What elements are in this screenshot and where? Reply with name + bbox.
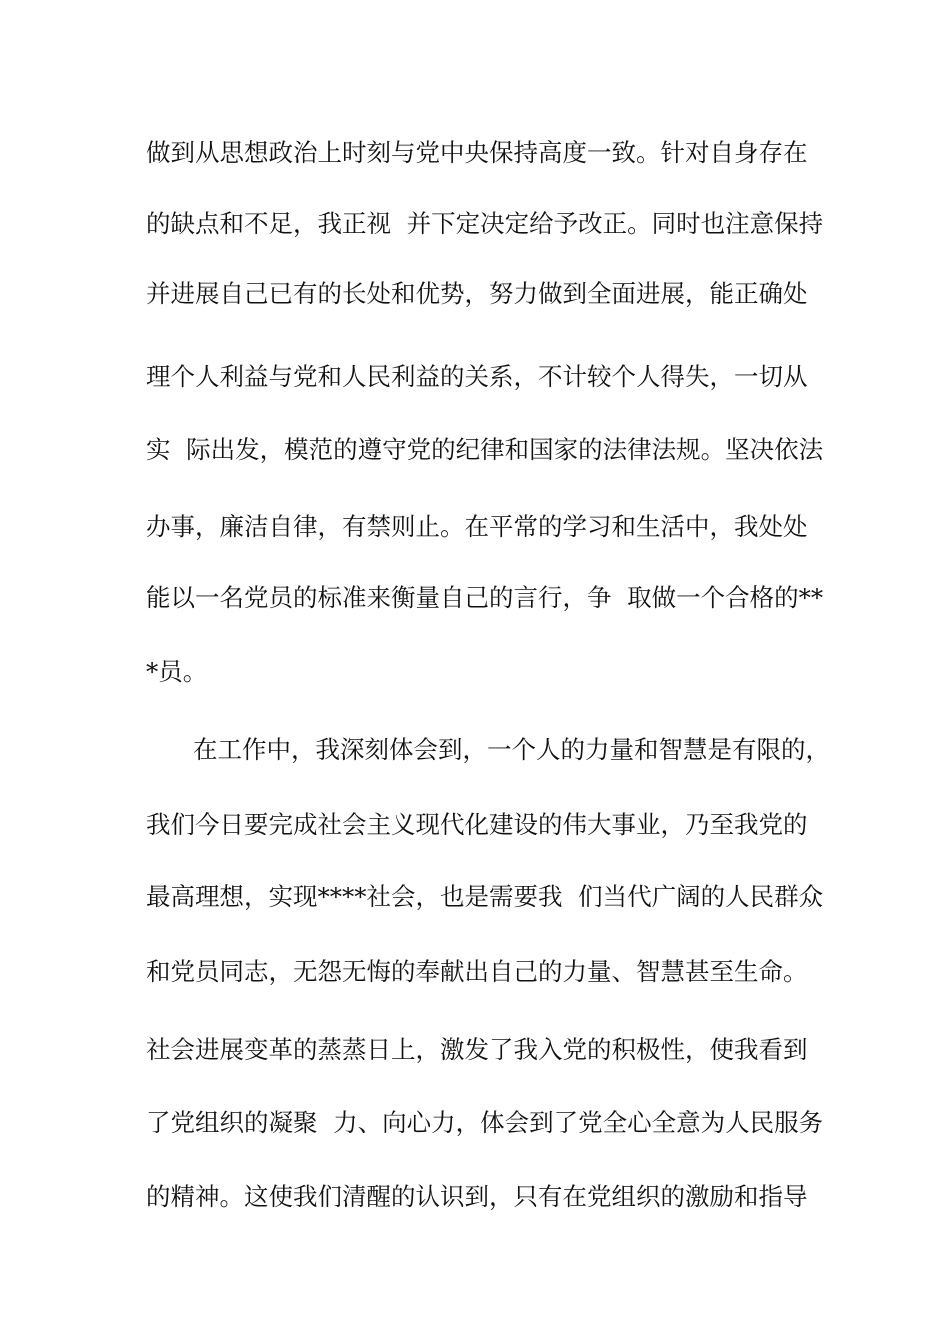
text-line: 实 际出发，模范的遵守党的纪律和国家的法律法规。坚决依法 — [146, 435, 824, 464]
text-line: 能以一名党员的标准来衡量自己的言行，争 取做一个合格的** — [146, 583, 824, 612]
text-line: 做到从思想政治上时刻与党中央保持高度一致。针对自身存在 — [146, 138, 808, 167]
text-line: 办事，廉洁自律，有禁则止。在平常的学习和生活中，我处处 — [146, 512, 808, 541]
text-line: 和党员同志，无怨无悔的奉献出自己的力量、智慧甚至生命。 — [146, 957, 808, 986]
text-line: 的缺点和不足，我正视 并下定决定给予改正。同时也注意保持 — [146, 209, 824, 238]
text-line: 我们今日要完成社会主义现代化建设的伟大事业，乃至我党的 — [146, 810, 808, 839]
paragraph-first-line: 在工作中，我深刻体会到，一个人的力量和智慧是有限的， — [193, 735, 830, 764]
text-line: 的精神。这使我们清醒的认识到，只有在党组织的激励和指导 — [146, 1182, 808, 1211]
text-line: 理个人利益与党和人民利益的关系，不计较个人得失，一切从 — [146, 362, 808, 391]
text-line: 最高理想，实现****社会，也是需要我 们当代广阔的人民群众 — [146, 882, 824, 911]
text-line: 并进展自己已有的长处和优势，努力做到全面进展，能正确处 — [146, 279, 808, 308]
text-line: 社会进展变革的蒸蒸日上，激发了我入党的积极性，使我看到 — [146, 1035, 808, 1064]
text-line: 了党组织的凝聚 力、向心力，体会到了党全心全意为人民服务 — [146, 1108, 824, 1137]
text-line: *员。 — [146, 657, 208, 686]
